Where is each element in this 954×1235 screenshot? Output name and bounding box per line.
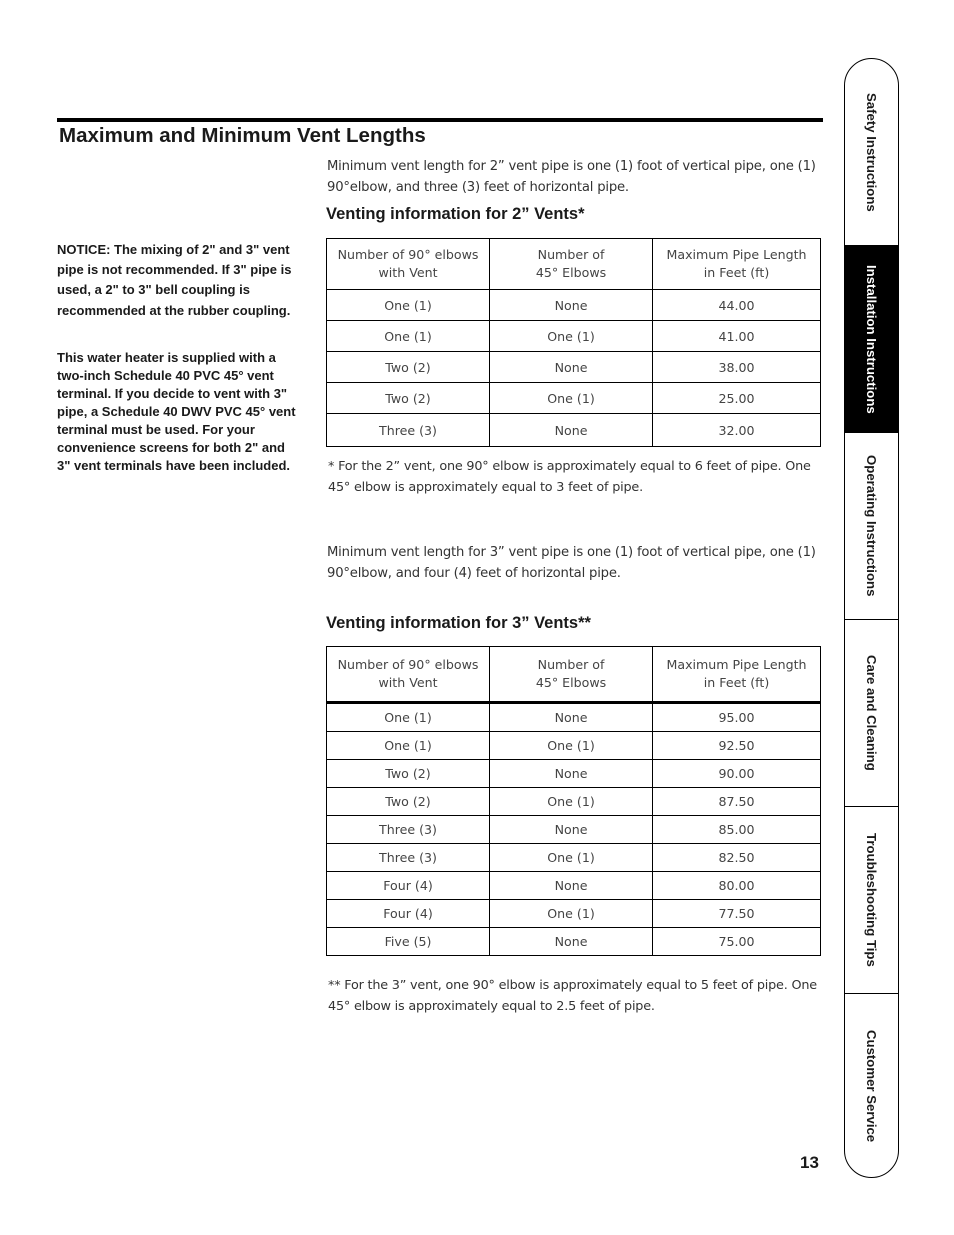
cell-90-elbows: Five (5): [327, 928, 490, 956]
table-row: [327, 321, 821, 352]
table-row: [327, 383, 821, 414]
table-row: [327, 872, 821, 900]
table-row: [327, 760, 821, 788]
cell-max-length: 92.50: [653, 732, 821, 760]
page-title: Maximum and Minimum Vent Lengths: [59, 124, 426, 147]
tab-label: Installation Instructions: [864, 264, 879, 414]
table-row: [327, 703, 821, 732]
cell-90-elbows: Two (2): [327, 760, 490, 788]
table-row: [327, 900, 821, 928]
cell-max-length: 44.00: [653, 290, 821, 321]
cell-90-elbows: Four (4): [327, 872, 490, 900]
cell-45-elbows: One (1): [490, 321, 653, 352]
cell-max-length: 95.00: [653, 703, 821, 732]
cell-90-elbows: One (1): [327, 703, 490, 732]
vent-table-3in: [326, 646, 821, 956]
cell-45-elbows: None: [490, 760, 653, 788]
notice-supplied-terminal: This water heater is supplied with a two-inch Schedule 40 PVC 45° vent terminal. If you decide to vent with 3" pipe, a Schedule 40 DWV PVC 45° vent terminal must be used. For your convenience screens for both 2" and 3" vent terminals have been included.: [57, 350, 296, 473]
cell-90-elbows: Three (3): [327, 414, 490, 447]
tab-safety-instructions[interactable]: [845, 59, 898, 246]
table-row: [327, 844, 821, 872]
cell-max-length: 25.00: [653, 383, 821, 414]
cell-max-length: 32.00: [653, 414, 821, 447]
header-45-elbows: Number of 45° Elbows: [490, 239, 653, 290]
tab-label: Operating Instructions: [864, 455, 879, 597]
tab-installation-instructions[interactable]: [845, 246, 898, 433]
table-row: [327, 928, 821, 956]
table-header-row: [327, 239, 821, 290]
cell-45-elbows: One (1): [490, 732, 653, 760]
cell-90-elbows: Three (3): [327, 844, 490, 872]
cell-45-elbows: One (1): [490, 844, 653, 872]
tab-label: Customer Service: [864, 1030, 879, 1143]
notice-mixing: NOTICE: The mixing of 2" and 3" vent pipe is not recommended. If 3" pipe is used, a 2" to 3" bell coupling is recommended at the rubber coupling.: [57, 242, 292, 318]
cell-max-length: 41.00: [653, 321, 821, 352]
cell-90-elbows: Three (3): [327, 816, 490, 844]
table-row: [327, 414, 821, 447]
cell-max-length: 80.00: [653, 872, 821, 900]
header-max-length: Maximum Pipe Length in Feet (ft): [653, 239, 821, 290]
page-number: 13: [800, 1153, 819, 1172]
header-45-elbows: Number of 45° Elbows: [490, 647, 653, 703]
cell-max-length: 38.00: [653, 352, 821, 383]
table-row: [327, 732, 821, 760]
tab-label: Care and Cleaning: [864, 655, 879, 771]
cell-max-length: 77.50: [653, 900, 821, 928]
table-row: [327, 816, 821, 844]
table-row: [327, 788, 821, 816]
tab-care-and-cleaning[interactable]: [845, 620, 898, 807]
table-2in-heading: Venting information for 2” Vents*: [326, 205, 585, 223]
header-90-elbows: Number of 90° elbows with Vent: [327, 239, 490, 290]
intro-2in: Minimum vent length for 2” vent pipe is one (1) foot of vertical pipe, one (1) 90°elbow, and three (3) feet of horizontal pipe.: [327, 159, 816, 195]
cell-45-elbows: One (1): [490, 900, 653, 928]
cell-90-elbows: Two (2): [327, 352, 490, 383]
tab-operating-instructions[interactable]: [845, 433, 898, 620]
cell-45-elbows: None: [490, 414, 653, 447]
cell-max-length: 85.00: [653, 816, 821, 844]
tab-label: Troubleshooting Tips: [864, 833, 879, 967]
vent-table-2in: [326, 238, 821, 447]
header-max-length: Maximum Pipe Length in Feet (ft): [653, 647, 821, 703]
cell-45-elbows: None: [490, 703, 653, 732]
cell-45-elbows: One (1): [490, 383, 653, 414]
table-header-row: [327, 647, 821, 703]
side-tab-nav: [844, 58, 899, 1178]
cell-max-length: 82.50: [653, 844, 821, 872]
title-rule: [57, 118, 823, 122]
footnote-2in: * For the 2” vent, one 90° elbow is approximately equal to 6 feet of pipe. One 45° elbow is approximately equal to 3 feet of pipe.: [328, 459, 811, 495]
cell-max-length: 90.00: [653, 760, 821, 788]
table-row: [327, 290, 821, 321]
tab-label: Safety Instructions: [864, 92, 879, 212]
cell-45-elbows: None: [490, 872, 653, 900]
table-row: [327, 352, 821, 383]
cell-45-elbows: None: [490, 928, 653, 956]
tab-troubleshooting-tips[interactable]: [845, 807, 898, 994]
cell-90-elbows: Four (4): [327, 900, 490, 928]
cell-90-elbows: One (1): [327, 321, 490, 352]
cell-45-elbows: None: [490, 816, 653, 844]
tab-customer-service[interactable]: [845, 994, 898, 1178]
cell-max-length: 75.00: [653, 928, 821, 956]
intro-3in: Minimum vent length for 3” vent pipe is one (1) foot of vertical pipe, one (1) 90°elbow, and four (4) feet of horizontal pipe.: [327, 545, 816, 581]
header-90-elbows: Number of 90° elbows with Vent: [327, 647, 490, 703]
cell-90-elbows: Two (2): [327, 788, 490, 816]
footnote-3in: ** For the 3” vent, one 90° elbow is approximately equal to 5 feet of pipe. One 45° elbow is approximately equal to 2.5 feet of pipe.: [328, 978, 817, 1014]
table-3in-heading: Venting information for 3” Vents**: [326, 614, 591, 632]
cell-90-elbows: One (1): [327, 732, 490, 760]
cell-90-elbows: One (1): [327, 290, 490, 321]
cell-45-elbows: None: [490, 352, 653, 383]
cell-45-elbows: One (1): [490, 788, 653, 816]
cell-max-length: 87.50: [653, 788, 821, 816]
cell-90-elbows: Two (2): [327, 383, 490, 414]
cell-45-elbows: None: [490, 290, 653, 321]
